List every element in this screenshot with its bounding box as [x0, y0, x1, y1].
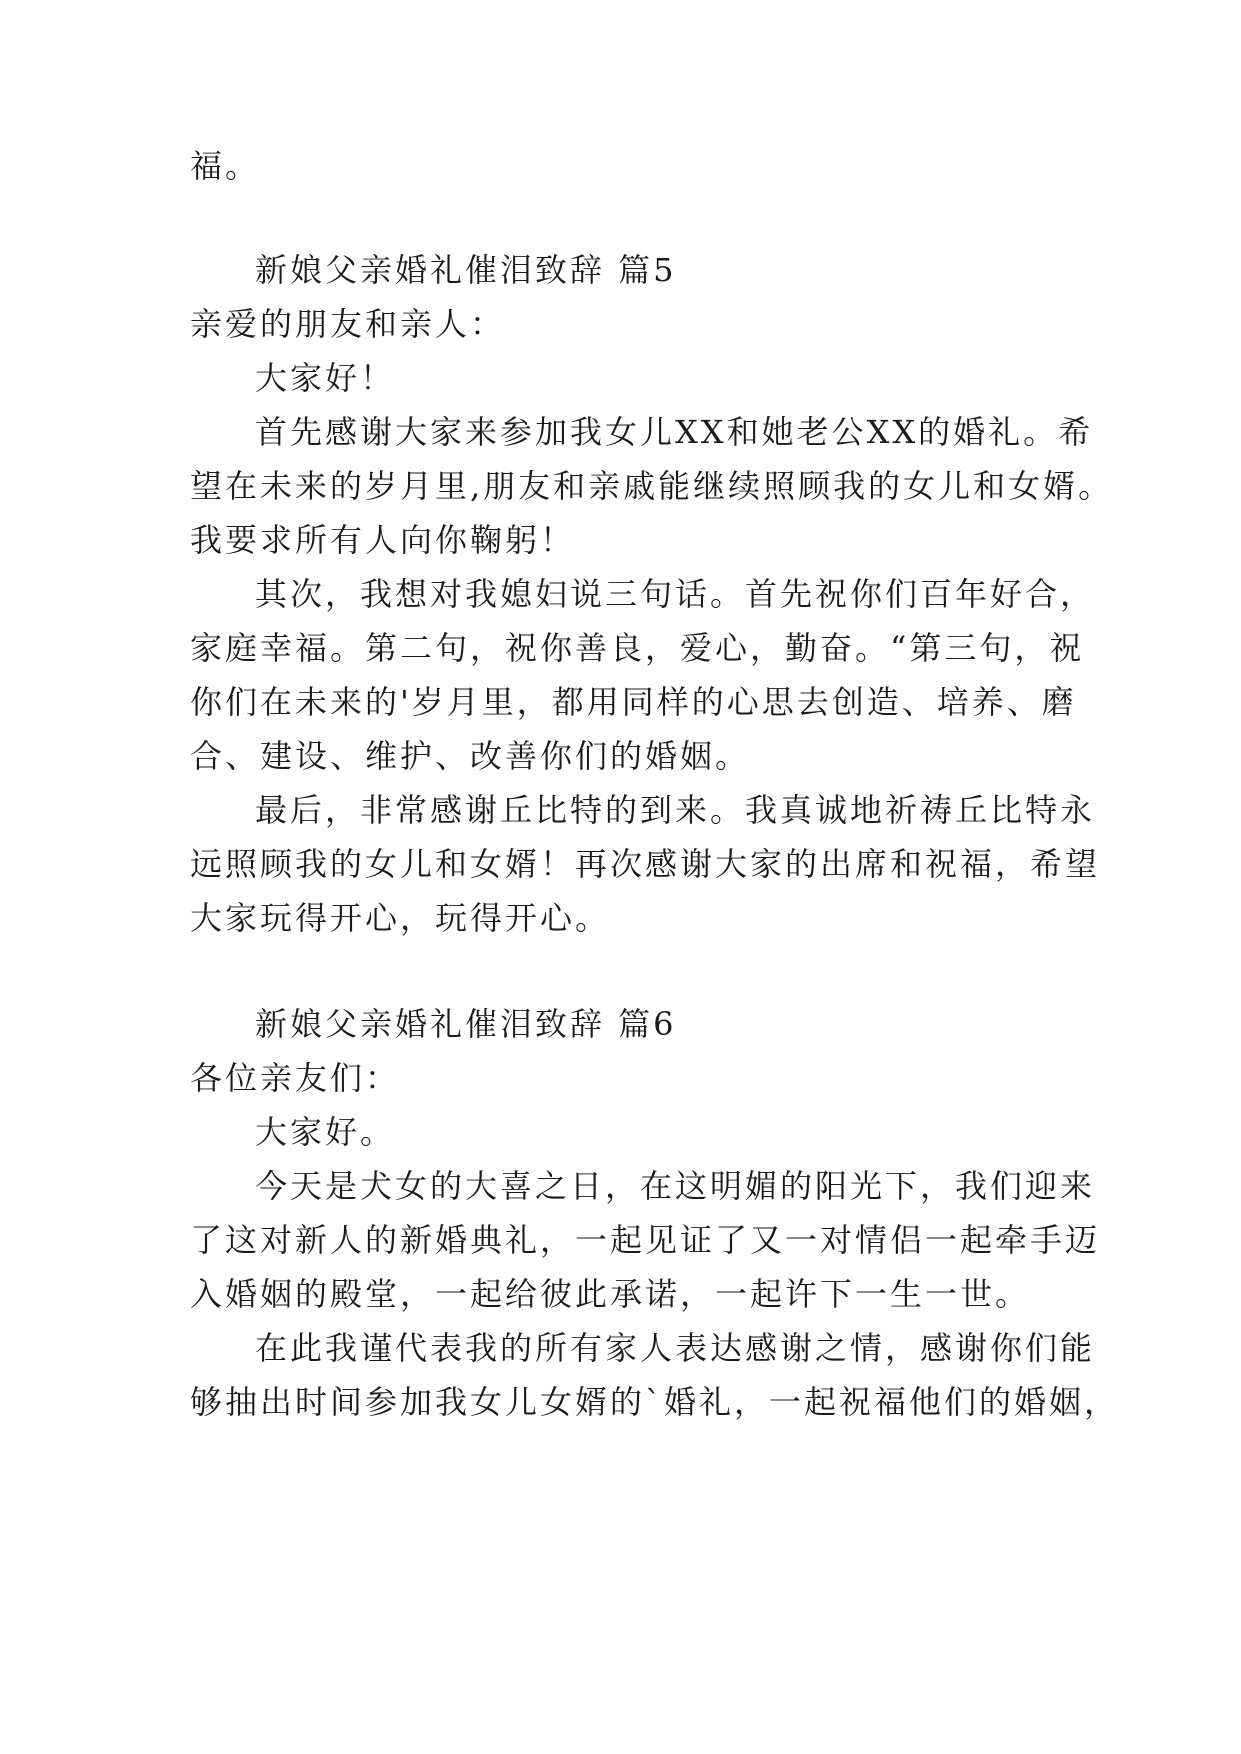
- paragraph-line: 入婚姻的殿堂，一起给彼此承诺，一起许下一生一世。: [190, 1275, 1031, 1313]
- paragraph-line: 望在未来的岁月里,朋友和亲戚能继续照顾我的女儿和女婿。: [190, 467, 1114, 505]
- paragraph-line: 最后，非常感谢丘比特的到来。我真诚地祈祷丘比特永: [255, 791, 1096, 829]
- paragraph-line: 远照顾我的女儿和女婿！再次感谢大家的出席和祝福，希望: [190, 845, 1101, 883]
- paragraph-line: 福。: [190, 147, 261, 185]
- section-heading: 新娘父亲婚礼催泪致辞 篇5: [255, 251, 677, 289]
- salutation: 各位亲友们：: [190, 1059, 401, 1097]
- paragraph-line: 在此我谨代表我的所有家人表达感谢之情，感谢你们能: [255, 1329, 1096, 1367]
- paragraph-line: 首先感谢大家来参加我女儿XX和她老公XX的婚礼。希: [255, 413, 1094, 451]
- paragraph-line: 了这对新人的新婚典礼，一起见证了又一对情侣一起牵手迈: [190, 1221, 1101, 1259]
- paragraph-line: 大家玩得开心，玩得开心。: [190, 899, 611, 937]
- paragraph-line: 家庭幸福。第二句，祝你善良，爱心，勤奋。“第三句，祝: [190, 629, 1085, 667]
- paragraph-line: 其次，我想对我媳妇说三句话。首先祝你们百年好合，: [255, 575, 1096, 613]
- paragraph-line: 今天是犬女的大喜之日，在这明媚的阳光下，我们迎来: [255, 1167, 1096, 1205]
- greeting: 大家好。: [255, 1113, 396, 1151]
- paragraph-line: 你们在未来的'岁月里，都用同样的心思去创造、培养、磨: [190, 683, 1077, 721]
- paragraph-line: 我要求所有人向你鞠躬！: [190, 521, 576, 559]
- section-heading: 新娘父亲婚礼催泪致辞 篇6: [255, 1005, 677, 1043]
- paragraph-line: 够抽出时间参加我女儿女婿的`婚礼，一起祝福他们的婚姻，: [190, 1383, 1120, 1421]
- greeting: 大家好！: [255, 359, 396, 397]
- paragraph-line: 合、建设、维护、改善你们的婚姻。: [190, 737, 751, 775]
- salutation: 亲爱的朋友和亲人：: [190, 305, 506, 343]
